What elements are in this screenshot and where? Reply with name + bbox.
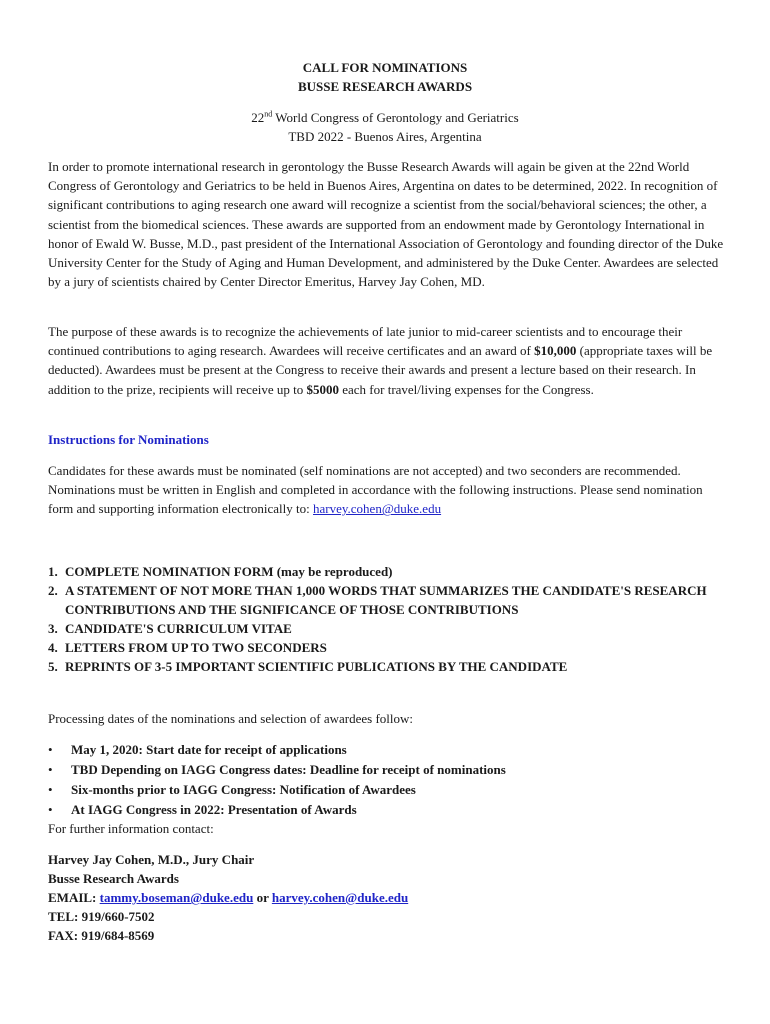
processing-date-item [48, 780, 738, 800]
congress-date-location: TBD 2022 - Buenos Aires, Argentina [288, 129, 482, 144]
requirement-item [48, 581, 738, 619]
requirement-number: 5. [48, 659, 58, 674]
processing-date-item [48, 740, 738, 760]
requirement-text: CANDIDATE'S CURRICULUM VITAE [65, 621, 292, 636]
bullet-icon: • [48, 742, 53, 757]
requirement-number: 2. [48, 583, 58, 598]
requirement-item [48, 619, 738, 638]
email-link-harvey[interactable]: harvey.cohen@duke.edu [271, 890, 409, 905]
title-line-2: BUSSE RESEARCH AWARDS [297, 79, 473, 94]
purpose-text-3: each for travel/living expenses for the Congress. [338, 381, 594, 397]
processing-date-text: At IAGG Congress in 2022: Presentation of Awards [71, 802, 357, 817]
instructions-text: Candidates for these awards must be nominated (self nominations are not accepted) and two seconders are recommended. Nominations must be written in English and completed in accordance with the following instructions. Please send nomination form and supporting information electronically to: [48, 463, 703, 517]
requirement-number: 3. [48, 621, 58, 636]
requirement-text: A STATEMENT OF NOT MORE THAN 1,000 WORDS THAT SUMMARIZES THE CANDIDATE'S RESEARCH CONTRIBUTIONS AND THE SIGNIFICANCE OF THOSE CONTRIBUTIONS [65, 583, 707, 617]
requirements-list [48, 562, 738, 676]
congress-name [0, 108, 770, 127]
bullet-icon: • [48, 762, 53, 777]
contact-email-line [48, 888, 728, 907]
purpose-text-1: The purpose of these awards is to recognize the achievements of late junior to mid-career scientists and to encourage their continued contributions to aging research. Awardees will receive certificates and an award of [48, 324, 683, 359]
title-line-1: CALL FOR NOMINATIONS [302, 60, 468, 75]
instructions-heading: Instructions for Nominations [48, 432, 209, 447]
processing-date-text: May 1, 2020: Start date for receipt of applications [71, 742, 347, 757]
requirement-text: COMPLETE NOMINATION FORM (may be reproduced) [65, 564, 393, 579]
processing-date-text: Six-months prior to IAGG Congress: Notification of Awardees [71, 782, 416, 797]
intro-paragraph: In order to promote international research in gerontology the Busse Research Awards will again be given at the 22nd World Congress of Gerontology and Geriatrics to be held in Buenos Aires, Argentina on dates to be determined, 2022. In recognition of significant contributions to aging research one award will recognize a scientist from the social/behavioral sciences; the other, a scientist from the biomedical sciences. These awards are supported from an endowment made by Gerontology International in honor of Ewald W. Busse, M.D., past president of the International Association of Gerontology and founding director of the Duke University Center for the Study of Aging and Human Development, and administered by the Duke Center. Awardees are selected by a jury of scientists chaired by Center Director Emeritus, Harvey Jay Cohen, MD. [48, 159, 724, 290]
requirement-number: 1. [48, 564, 58, 579]
contact-name: Harvey Jay Cohen, M.D., Jury Chair [48, 852, 255, 867]
congress-suffix: nd [264, 109, 273, 119]
requirement-item [48, 638, 738, 657]
contact-tel: TEL: 919/660-7502 [48, 909, 155, 924]
email-link-tammy[interactable]: tammy.boseman@duke.edu [99, 890, 254, 905]
requirement-number: 4. [48, 640, 58, 655]
nomination-email-link[interactable]: harvey.cohen@duke.edu [313, 501, 442, 517]
requirement-text: REPRINTS OF 3-5 IMPORTANT SCIENTIFIC PUBLICATIONS BY THE CANDIDATE [65, 659, 568, 674]
processing-dates-list [48, 740, 738, 820]
instructions-paragraph [48, 461, 728, 519]
processing-intro: Processing dates of the nominations and selection of awardees follow: [48, 711, 413, 726]
email-label: EMAIL: [48, 890, 100, 905]
contact-intro: For further information contact: [48, 821, 214, 836]
congress-ordinal: 22 [251, 110, 265, 125]
requirement-item [48, 657, 738, 676]
requirement-text: LETTERS FROM UP TO TWO SECONDERS [65, 640, 327, 655]
award-amount: $10,000 [534, 343, 577, 359]
purpose-paragraph [48, 322, 728, 399]
congress-name-text: World Congress of Gerontology and Geriatrics [272, 110, 519, 125]
requirement-item [48, 562, 738, 581]
bullet-icon: • [48, 782, 53, 797]
processing-date-item [48, 800, 738, 820]
travel-amount: $5000 [306, 381, 339, 397]
processing-date-text: TBD Depending on IAGG Congress dates: Deadline for receipt of nominations [71, 762, 506, 777]
purpose-text-2: (appropriate taxes will be deducted). Awardees must be present at the Congress to receive their awards and present a lecture based on their research. In addition to the prize, recipients will receive up to [48, 343, 713, 397]
contact-org: Busse Research Awards [48, 871, 179, 886]
email-or: or [253, 890, 272, 905]
contact-fax: FAX: 919/684-8569 [48, 928, 155, 943]
processing-date-item [48, 760, 738, 780]
bullet-icon: • [48, 802, 53, 817]
